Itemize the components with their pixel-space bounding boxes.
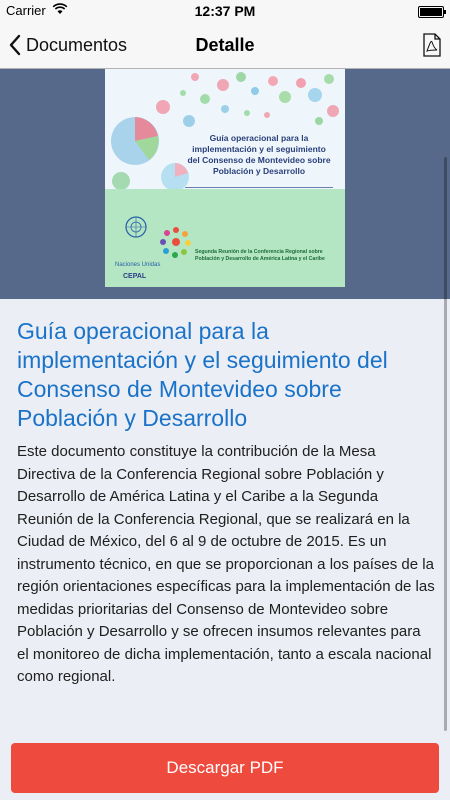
status-bar xyxy=(0,0,450,22)
navigation-bar xyxy=(0,22,450,69)
cepal-logo-text: CEPAL xyxy=(123,273,147,280)
pdf-document-icon[interactable] xyxy=(422,33,442,57)
un-label: Naciones Unidas xyxy=(115,262,161,268)
conference-logo-icon xyxy=(159,225,193,259)
document-description: Este documento constituye la contribución de la Mesa Directiva de la Conferencia Regional sobre Población y Desarrollo de América Latina y el Caribe a la Segunda Reunión de la Conferencia Regional, que se realizará en la Ciudad de México, del 6 al 9 de octubre de 2015. Es un instrumento técnico, en que se proporcionan a los países de la región orientaciones específicas para la implementación de las medidas prioritarias del Consenso de Montevideo sobre Población y Desarrollo y se ofrecen insumos relevantes para el monitoreo de dicha implementación, tanto a escala nacional como regional. xyxy=(17,443,435,685)
back-button[interactable] xyxy=(8,22,127,68)
cover-title: Guía operacional para la implementación y el seguimiento del Consenso de Montevideo sobre Población y Desarrollo xyxy=(187,133,331,176)
carrier-label: Carrier xyxy=(6,3,46,18)
conference-label: Segunda Reunión de la Conferencia Regional sobre Población y Desarrollo de América Latina y el Caribe xyxy=(195,249,325,262)
battery-icon xyxy=(418,6,444,18)
download-pdf-button[interactable]: Descargar PDF xyxy=(11,743,439,793)
detail-content[interactable] xyxy=(0,69,450,800)
clock: 12:37 PM xyxy=(194,3,256,19)
un-emblem-icon xyxy=(122,215,150,239)
document-cover-image[interactable] xyxy=(105,69,345,287)
chevron-left-icon xyxy=(8,34,22,56)
cover-banner xyxy=(0,69,450,299)
scrollbar[interactable] xyxy=(444,157,447,731)
back-button-label: Documentos xyxy=(26,34,128,55)
document-title: Guía operacional para la implementación y el seguimiento del Consenso de Montevideo sobre Población y Desarrollo xyxy=(17,318,388,431)
page-title: Detalle xyxy=(195,35,255,55)
cover-divider xyxy=(185,187,333,188)
